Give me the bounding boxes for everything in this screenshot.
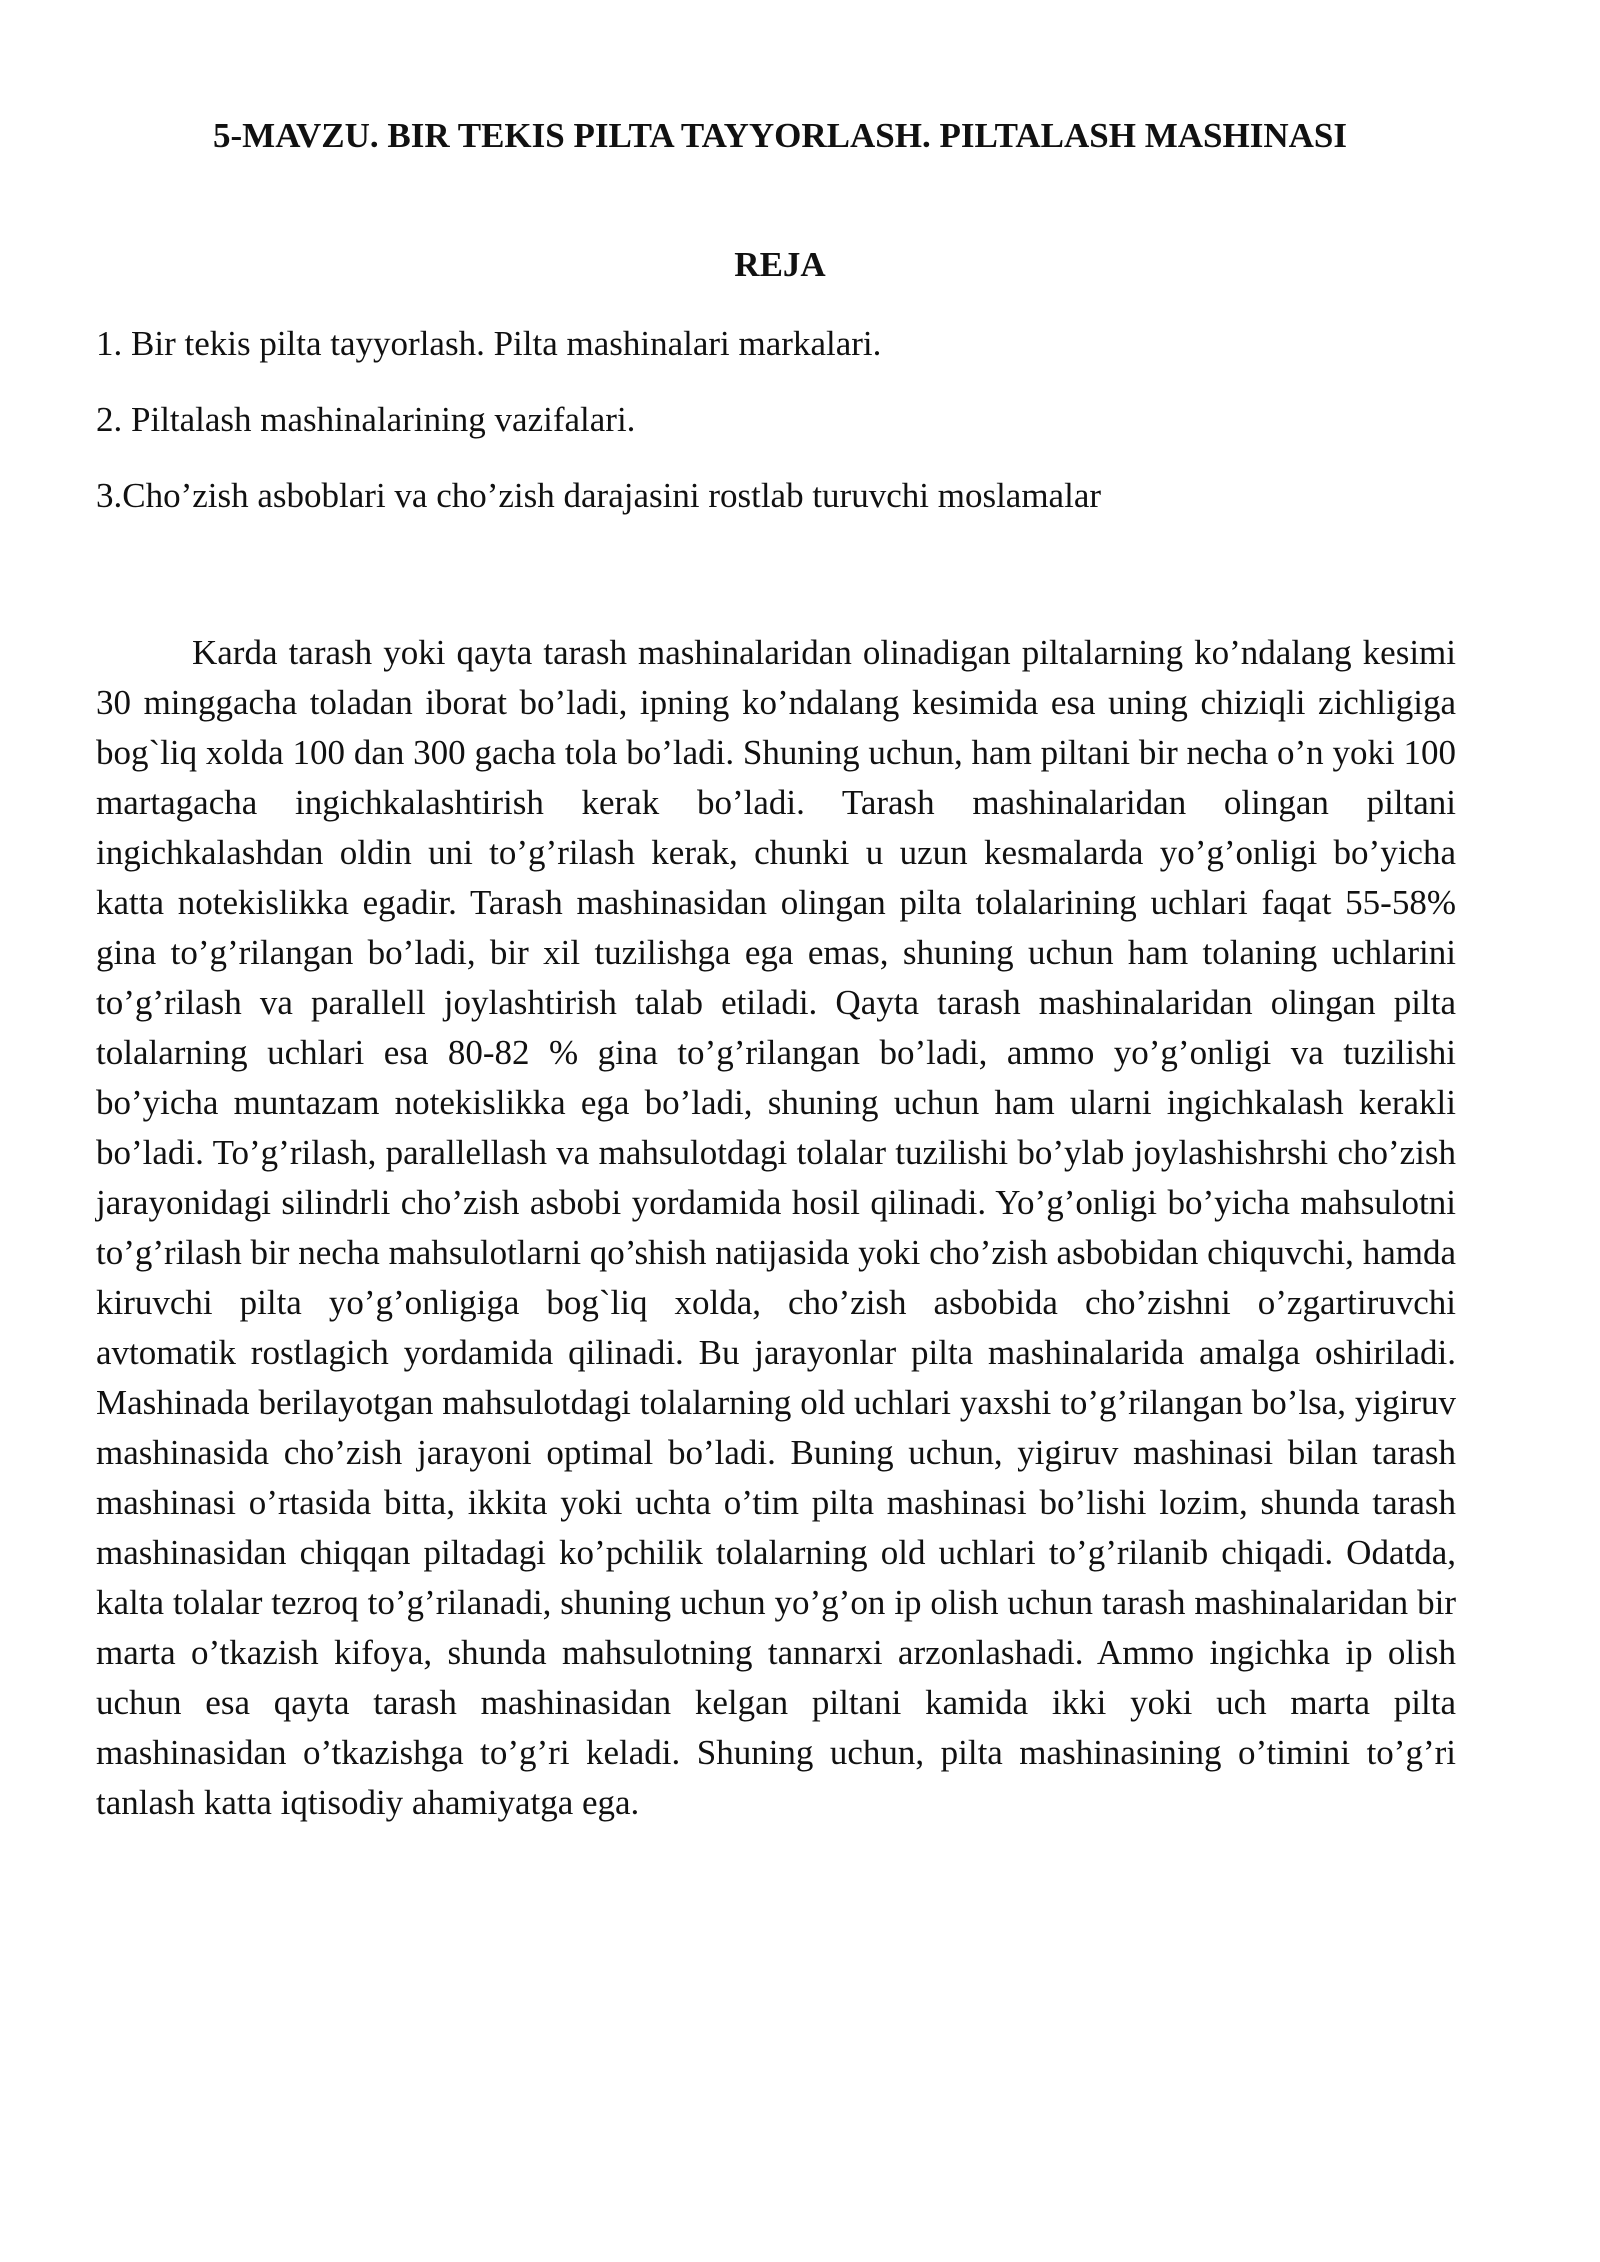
- plan-heading: REJA: [734, 245, 826, 284]
- plan-item-3: 3.Cho’zish asboblari va cho’zish darajasini rostlab turuvchi moslamalar: [96, 476, 1102, 515]
- body-paragraph: Karda tarash yoki qayta tarash mashinalaridan olinadigan piltalarning ko’ndalang kesimi 30 minggacha toladan iborat bo’ladi, ipning ko’ndalang kesimida esa uning chiziqli zichligiga bog`liq xolda 100 dan 300 gacha tola bo’ladi. Shuning uchun, ham piltani bir necha o’n yoki 100 martagacha ingichkalashtirish kerak bo’ladi. Tarash mashinalaridan olingan piltani ingichkalashdan oldin uni to’g’rilash kerak, chunki u uzun kesmalarda yo’g’onligi bo’yicha katta notekislikka egadir. Tarash mashinasidan olingan pilta tolalarining uchlari faqat 55-58% gina to’g’rilangan bo’ladi, bir xil tuzilishga ega emas, shuning uchun ham tolaning uchlarini to’g’rilash va parallell joylashtirish talab etiladi. Qayta tarash mashinalaridan olingan pilta tolalarning uchlari esa 80-82 % gina to’g’rilangan bo’ladi, ammo yo’g’onligi va tuzilishi bo’yicha muntazam notekislikka ega bo’ladi, shuning uchun ham ularni ingichkalash kerakli bo’ladi. To’g’rilash, parallellash va mahsulotdagi tolalar tuzilishi bo’ylab joylashishrshi cho’zish jarayonidagi silindrli cho’zish asbobi yordamida hosil qilinadi. Yo’g’onligi bo’yicha mahsulotni to’g’rilash bir necha mahsulotlarni qo’shish natijasida yoki cho’zish asbobidan chiquvchi, hamda kiruvchi pilta yo’g’onligiga bog`liq xolda, cho’zish asbobida cho’zishni o’zgartiruvchi avtomatik rostlagich yordamida qilinadi. Bu jarayonlar pilta mashinalarida amalga oshiriladi. Mashinada berilayotgan mahsulotdagi tolalarning old uchlari yaxshi to’g’rilangan bo’lsa, yigiruv mashinasida cho’zish jarayoni optimal bo’ladi. Buning uchun, yigiruv mashinasi bilan tarash mashinasi o’rtasida bitta, ikkita yoki uchta o’tim pilta mashinasi bo’lishi lozim, shunda tarash mashinasidan chiqqan piltadagi ko’pchilik tolalarning old uchlari to’g’rilanib chiqadi. Odatda, kalta tolalar tezroq to’g’rilanadi, shuning uchun yo’g’on ip olish uchun tarash mashinalaridan bir marta o’tkazish kifoya, shunda mahsulotning tannarxi arzonlashadi. Ammo ingichka ip olish uchun esa qayta tarash mashinasidan kelgan piltani kamida ikki yoki uch marta pilta mashinasidan o’tkazishga to’g’ri keladi. Shuning uchun, pilta mashinasining o’timini to’g’ri tanlash katta iqtisodiy ahamiyatga ega.: [96, 633, 1456, 1822]
- plan-item-2: 2. Piltalash mashinalarining vazifalari.: [96, 400, 636, 439]
- document-title: 5-MAVZU. BIR TEKIS PILTA TAYYORLASH. PILTALASH MASHINASI: [213, 116, 1347, 155]
- plan-item-1: 1. Bir tekis pilta tayyorlash. Pilta mashinalari markalari.: [96, 324, 882, 363]
